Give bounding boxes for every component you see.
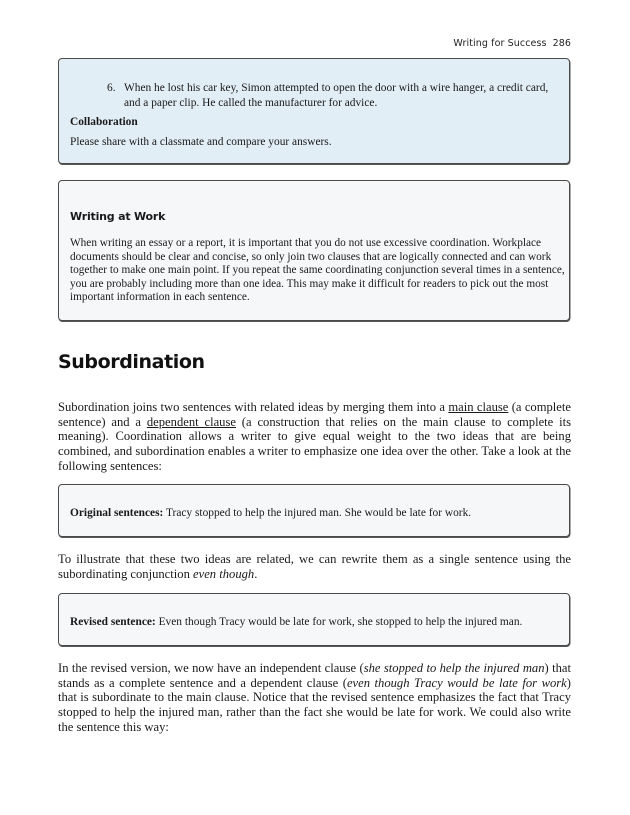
writing-at-work-text: When writing an essay or a report, it is important that you do not use excessive coordination. Workplace documents should be clear and concise, so only join two clauses that are logically connected and can work together to make one main point. If you repeat the same coordinating conjunction several times in a sentence, you are probably including more than one idea. This may make it difficult for readers to pick out the most important information in each sentence. [70, 237, 565, 304]
emphasis-dependent-clause: even though Tracy would be late for work [346, 675, 567, 690]
revised-sentence-text: Even though Tracy would be late for work, she stopped to help the injured man. [155, 616, 523, 628]
list-item [107, 81, 557, 110]
glossary-term-dependent-clause[interactable]: dependent clause [146, 414, 236, 429]
original-sentences-box [58, 484, 570, 537]
revised-sentence-line [70, 616, 522, 628]
revised-sentence-label: Revised sentence: [70, 616, 156, 628]
exercise-box [58, 58, 570, 164]
paragraph-revised-version [58, 661, 571, 735]
paragraph-text: In the revised version, we now have an independent clause ( [58, 661, 364, 675]
paragraph-text: (a complete sentence) and a [58, 400, 571, 429]
list-item-text: When he lost his car key, Simon attempted to open the door with a wire hanger, a credit card, and a paper clip. He called the manufacturer for advice. [124, 82, 549, 109]
section-title: Subordination [58, 351, 205, 373]
emphasis-even-though: even though [193, 566, 255, 581]
paragraph-text: ) that is subordinate to the main clause. Notice that the revised sentence emphasizes the fact that Tracy stopped to help the injured man, rather than the fact she would be late for work. We could also write the sentence this way: [58, 675, 571, 734]
original-sentences-text: Tracy stopped to help the injured man. She would be late for work. [163, 507, 472, 519]
emphasis-independent-clause: she stopped to help the injured man [363, 661, 545, 675]
paragraph-subordination-intro [58, 400, 571, 474]
paragraph-text: . [254, 566, 258, 581]
paragraph-text: (a construction that relies on the main clause to complete its meaning). Coordination allows a writer to give equal weight to the two ideas that are being combined, and subordination enables a writer to emphasize one idea over the other. Take a look at the following sentences: [58, 414, 571, 473]
writing-at-work-heading: Writing at Work [70, 210, 166, 223]
revised-sentence-box [58, 593, 570, 646]
running-head-title: Writing for Success [453, 38, 547, 49]
running-head [453, 38, 571, 49]
collaboration-text: Please share with a classmate and compare your answers. [70, 136, 332, 148]
writing-at-work-box [58, 180, 570, 321]
original-sentences-label: Original sentences: [70, 507, 164, 519]
glossary-term-main-clause[interactable]: main clause [448, 400, 509, 414]
paragraph-text: ) that stands as a complete sentence and a dependent clause ( [58, 661, 571, 690]
paragraph-text: Subordination joins two sentences with related ideas by merging them into a [58, 400, 449, 414]
collaboration-heading: Collaboration [70, 116, 138, 128]
paragraph-illustrate [58, 552, 571, 581]
paragraph-text: To illustrate that these two ideas are related, we can rewrite them as a single sentence using the subordinating conjunction [58, 552, 571, 581]
original-sentences-line [70, 507, 471, 519]
page-number: 286 [552, 38, 571, 49]
list-item-number: 6. [107, 82, 116, 94]
